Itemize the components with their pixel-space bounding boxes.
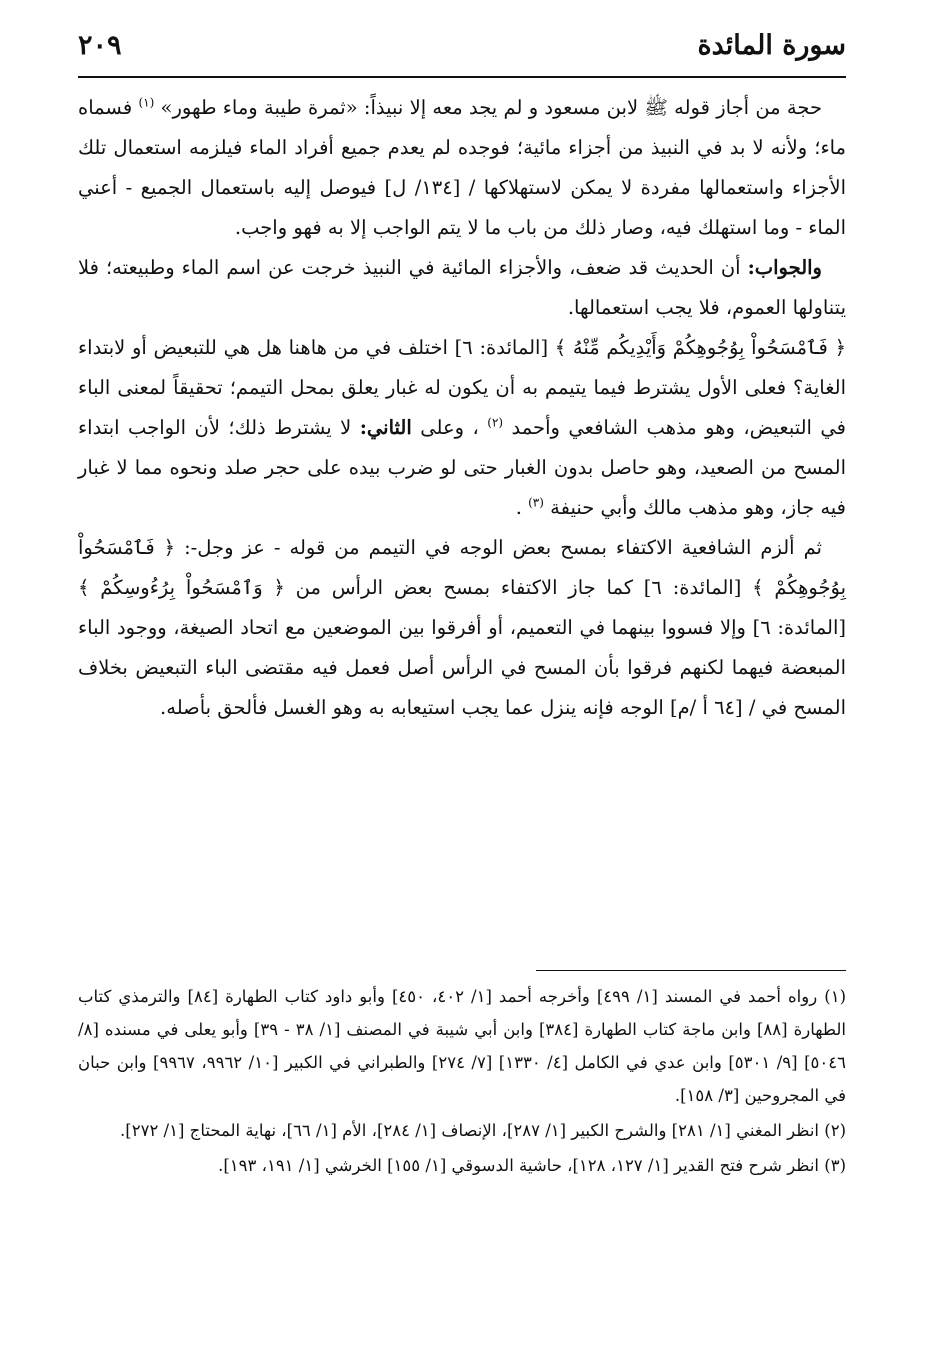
paragraph-continuation: فسماه ماء؛ ولأنه لا بد في النبيذ من أجزاء مائية؛ فوجده لم يعدم جميع أفراد الماء فيلزمه استعمال تلك الأجزاء واستعمالها مفردة لا يمكن لاستهلاكها / [١٣٤/ ل] فيوصل إليه باستعمال الجميع - أعني الماء - وما استهلك فيه، وصار ذلك من باب ما لا يتم الواجب إلا به فهو واجب. bbox=[78, 96, 846, 239]
footnote-3: (٣) انظر شرح فتح القدير [١/ ١٢٧، ١٢٨]، حاشية الدسوقي [١/ ١٥٥] الخرشي [١/ ١٩١، ١٩٣]. bbox=[218, 1156, 846, 1175]
paragraph-answer bbox=[78, 248, 846, 328]
footnote-ref-1: (١) bbox=[138, 95, 155, 110]
paragraph-text: ﴿ فَٱمْسَحُواْ بِوُجُوهِكُمْ وَأَيْدِيكُم مِّنْهُ ﴾ [المائدة: ٦] اختلف في من هاهنا هل هي للتبعيض أو لابتداء الغاية؟ فعلى الأول يشترط فيما يتيمم به أن يكون له غبار يعلق بمحل التيمم؛ تحقيقاً لمعنى الباء في التبعيض، وهو مذهب الشافعي وأحمد bbox=[78, 336, 847, 439]
paragraph-verse-discussion bbox=[78, 328, 846, 528]
paragraph-text: . bbox=[515, 496, 522, 519]
bold-term: الثاني: bbox=[359, 416, 412, 439]
paragraph-text: أن الحديث قد ضعف، والأجزاء المائية في النبيذ خرجت عن اسم الماء وطبيعته؛ فلا يتناولها العموم، فلا يجب استعمالها. bbox=[78, 256, 846, 319]
running-header bbox=[78, 30, 846, 74]
footnote-divider bbox=[536, 970, 846, 971]
paragraph-shafii bbox=[78, 528, 846, 728]
footnote-ref-2: (٢) bbox=[487, 415, 504, 430]
paragraph-text: حجة من أجاز قوله ﷺ لابن مسعود و لم يجد معه إلا نبيذاً: «ثمرة طيبة وماء طهور» bbox=[160, 96, 822, 119]
paragraph-text: لا يشترط ذلك؛ لأن الواجب ابتداء المسح من الصعيد، وهو حاصل بدون الغبار حتى لو ضرب بيده على حجر صلد ونحوه مما لا غبار فيه جاز، وهو مذهب مالك وأبي حنيفة bbox=[78, 416, 846, 519]
footnote-ref-3: (٣) bbox=[528, 495, 544, 510]
paragraph-text: ثم ألزم الشافعية الاكتفاء بمسح بعض الوجه في التيمم من قوله - عز وجل-: ﴿ فَٱمْسَحُواْ بِوُجُوهِكُمْ ﴾ [المائدة: ٦] كما جاز الاكتفاء بمسح بعض الرأس من ﴿ وَٱمْسَحُواْ بِرُءُوسِكُمْ ﴾ [المائدة: ٦] وإلا فسووا بينهما في التعميم، أو أفرقوا بين الموضعين مع اتحاد الصيغة، ووجود الباء المبعضة فيهما لكنهم فرقوا بأن المسح في الرأس أصل فعمل فيه مقتضى الباء التبعيض بخلاف المسح في / [٦٤ أ /م] الوجه فإنه ينزل عما يجب استيعابه به وهو الغسل فألحق بأصله. bbox=[78, 536, 846, 719]
main-text bbox=[78, 88, 846, 728]
footnotes bbox=[78, 980, 846, 1184]
surah-title: سورة المائدة bbox=[697, 30, 846, 61]
paragraph-text: ، وعلى bbox=[411, 416, 479, 439]
page-number: ٢٠٩ bbox=[78, 30, 122, 61]
footnote-2: (٢) انظر المغني [١/ ٢٨١] والشرح الكبير [١/ ٢٨٧]، الإنصاف [١/ ٢٨٤]، الأم [١/ ٦٦]، نهاية المحتاج [١/ ٢٧٢]. bbox=[120, 1121, 846, 1140]
footnote-1: (١) رواه أحمد في المسند [١/ ٤٩٩] وأخرجه أحمد [١/ ٤٠٢، ٤٥٠] وأبو داود كتاب الطهارة [٨٤] والترمذي كتاب الطهارة [٨٨] وابن ماجة كتاب الطهارة [٣٨٤] وابن أبي شيبة في المصنف [١/ ٣٨ - ٣٩] وأبو يعلى في مسنده [٨/ ٥٠٤٦] [٩/ ٥٣٠١] وابن عدي في الكامل [٤/ ١٣٣٠] [٧/ ٢٧٤] والطبراني في الكبير [١٠/ ٩٩٦٢، ٩٩٦٧] وابن حبان في المجروحين [٣/ ١٥٨]. bbox=[78, 987, 846, 1105]
header-divider bbox=[78, 76, 846, 78]
answer-lead: والجواب: bbox=[747, 256, 822, 279]
paragraph-argument bbox=[78, 88, 846, 248]
